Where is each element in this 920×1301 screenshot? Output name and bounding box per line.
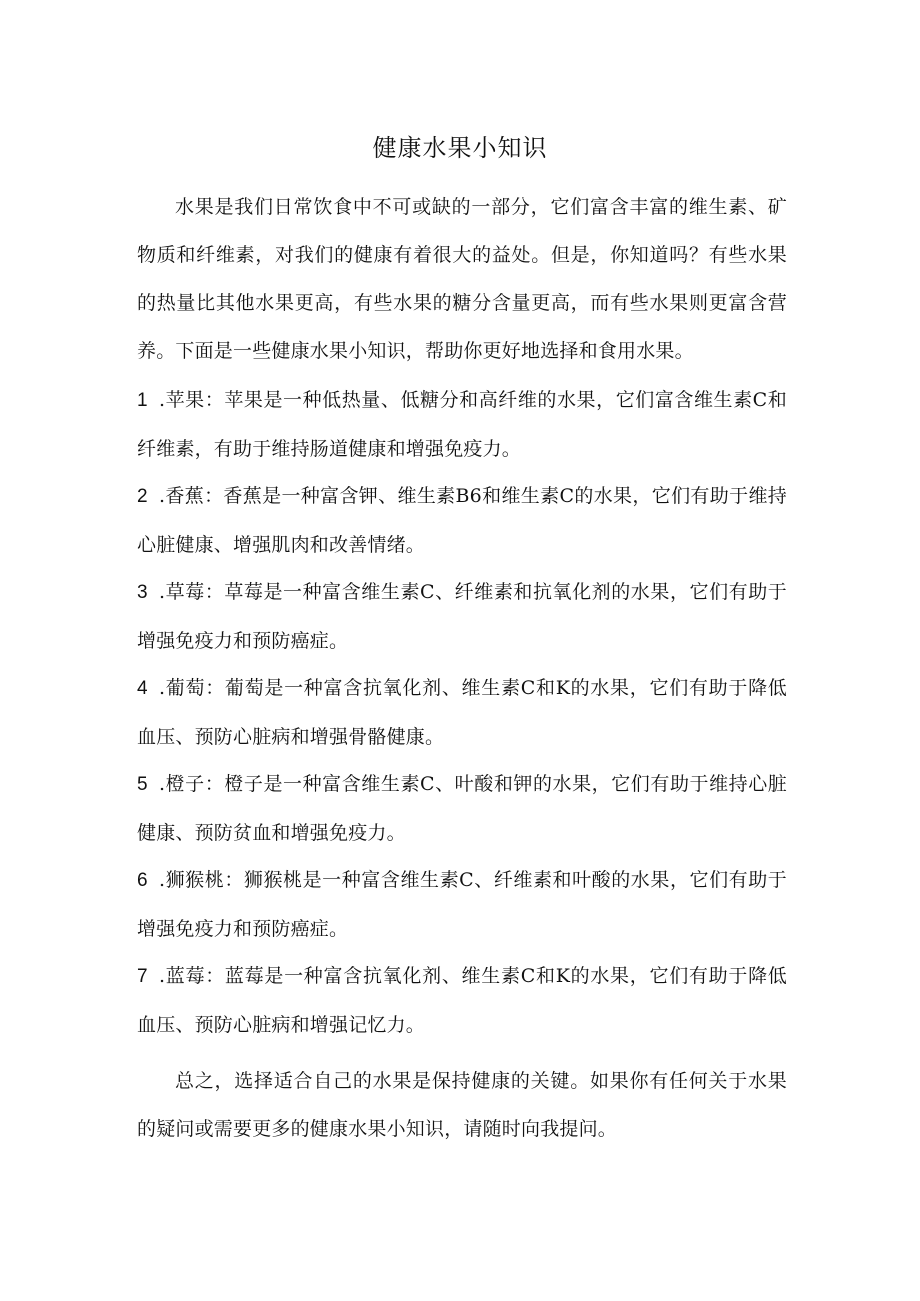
list-item-number: 6 [137, 870, 148, 891]
list-item [137, 472, 787, 569]
list-item [137, 856, 787, 953]
list-item [137, 376, 787, 473]
list-item [137, 568, 787, 665]
conclusion-paragraph: 总之，选择适合自己的水果是保持健康的关键。如果你有任何关于水果的疑问或需要更多的健康水果小知识，请随时向我提问。 [137, 1070, 787, 1140]
list-item-number: 2 [137, 486, 148, 507]
list-item [137, 952, 787, 1049]
list-item-number: 5 [137, 774, 148, 795]
list-item-number: 3 [137, 582, 148, 603]
list-item-text: .苹果：苹果是一种低热量、低糖分和高纤维的水果，它们富含维生素C和纤维素，有助于维持肠道健康和增强免疫力。 [137, 389, 787, 460]
list-item [137, 760, 787, 857]
intro-paragraph: 水果是我们日常饮食中不可或缺的一部分，它们富含丰富的维生素、矿物质和纤维素，对我们的健康有着很大的益处。但是，你知道吗？有些水果的热量比其他水果更高，有些水果的糖分含量更高，而有些水果则更富含营养。下面是一些健康水果小知识，帮助你更好地选择和食用水果。 [137, 196, 787, 362]
list-item-number: 7 [137, 966, 148, 987]
page-title: 健康水果小知识 [372, 134, 548, 162]
list-item-text: .香蕉：香蕉是一种富含钾、维生素B6和维生素C的水果，它们有助于维持心脏健康、增强肌肉和改善情绪。 [137, 485, 787, 556]
list-item-text: .草莓：草莓是一种富含维生素C、纤维素和抗氧化剂的水果，它们有助于增强免疫力和预防癌症。 [137, 581, 787, 652]
list-item-text: .葡萄：葡萄是一种富含抗氧化剂、维生素C和K的水果，它们有助于降低血压、预防心脏病和增强骨骼健康。 [137, 677, 787, 748]
list-item-text: .橙子：橙子是一种富含维生素C、叶酸和钾的水果，它们有助于维持心脏健康、预防贫血和增强免疫力。 [137, 773, 787, 844]
list-item-text: .狮猴桃：狮猴桃是一种富含维生素C、纤维素和叶酸的水果，它们有助于增强免疫力和预防癌症。 [137, 869, 787, 940]
list-item [137, 664, 787, 761]
list-item-number: 1 [137, 390, 148, 411]
list-item-number: 4 [137, 678, 148, 699]
list-item-text: .蓝莓：蓝莓是一种富含抗氧化剂、维生素C和K的水果，它们有助于降低血压、预防心脏病和增强记忆力。 [137, 965, 787, 1036]
